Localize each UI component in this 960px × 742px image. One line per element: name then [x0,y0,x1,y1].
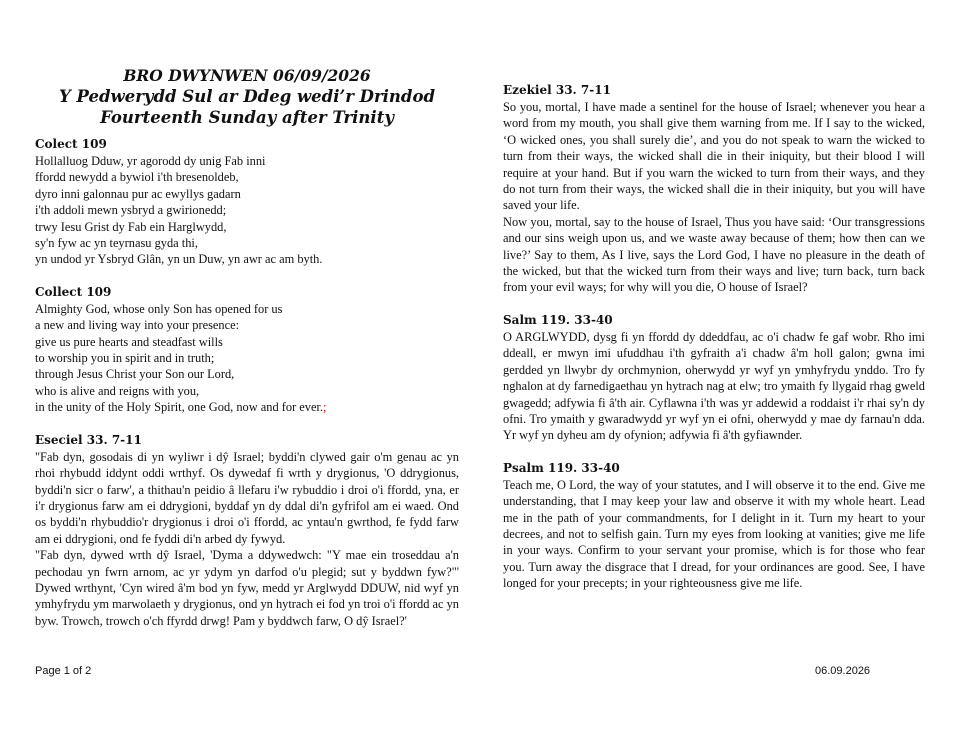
collect-welsh-line: i'th addoli mewn ysbryd a gwirionedd; [35,203,227,218]
reading-welsh-paragraph: "Fab dyn, gosodais di yn wyliwr i dŷ Israel; byddi'n clywed gair o'm genau ac yn rhoi rhybudd iddynt oddi wrthyf. Os dywedaf fi wrth y drygionus, 'O ddrygionus, byddi'n sicr o farw', a thithau'n peidio â llefaru i'w rybuddio i droi o'i ffordd, yna, er i'r drygionus farw am ei ddrygioni, byddaf yn dy ddal di'n gyfrifol am ei waed. Ond os byddi'n rhybuddio'r drygionus i droi o'i ffordd, ac yntau'n gwrthod, fe fydd farw am ei ddrygioni, ond fe fyddi di'n arbed dy fywyd. [35,449,459,546]
reading-english-paragraph: Now you, mortal, say to the house of Israel, Thus you have said: ‘Our transgressions and our sins weigh upon us, and we waste away because of them; how then can we live?’ Say to them, As I live, says the Lord God, I have no pleasure in the death of the wicked, but that the wicked turn from their ways and live; turn back, turn back from your evil ways; for why will you die, O house of Israel? [503,214,925,295]
collect-english-line: to worship you in spirit and in truth; [35,351,215,366]
collect-welsh-line: trwy Iesu Grist dy Fab ein Harglwydd, [35,219,227,234]
collect-english-line-text: in the unity of the Holy Spirit, one God, now and for ever. [35,400,324,415]
footer-date: 06.09.2026 [815,665,871,677]
reading-english-heading: Ezekiel 33. 7-11 [503,83,611,97]
right-column [503,82,925,608]
collect-english-heading: Collect 109 [35,284,112,299]
red-mark: ; [323,400,327,415]
collect-welsh-line: dyro inni galonnau pur ac ewyllys gadarn [35,186,241,201]
collect-welsh-line: yn undod yr Ysbryd Glân, yn un Duw, yn awr ac am byth. [35,252,323,267]
title-parish-date: BRO DWYNWEN 06/09/2026 [123,66,371,85]
collect-english-line: through Jesus Christ your Son our Lord, [35,367,235,382]
psalm-english-heading: Psalm 119. 33-40 [503,460,620,475]
collect-english-line: a new and living way into your presence: [35,318,240,333]
collect-english-line: give us pure hearts and steadfast wills [35,334,223,349]
psalm-welsh-heading: Salm 119. 33-40 [503,312,613,327]
reading-english-section [503,82,925,296]
left-column [35,64,459,645]
collect-welsh-line: sy'n fyw ac yn teyrnasu gyda thi, [35,236,198,251]
document-title-block [35,66,459,128]
collect-english-line: Almighty God, whose only Son has opened for us [35,301,283,316]
title-english-sunday: Fourteenth Sunday after Trinity [100,108,394,127]
collect-welsh-heading: Colect 109 [35,137,107,151]
reading-english-paragraph: So you, mortal, I have made a sentinel for the house of Israel; whenever you hear a word from my mouth, you shall give them warning from me. If I say to the wicked, ‘O wicked ones, you shall surely die’, and you do not speak to warn the wicked to turn from their ways, the wicked shall die in their iniquity, but their blood I will require at your hand. But if you warn the wicked to turn from their ways, and they do not turn from their ways, the wicked shall die in their iniquity, but you will have saved your life. [503,100,925,213]
psalm-welsh-paragraph: O ARGLWYDD, dysg fi yn ffordd dy ddeddfau, ac o'i chadw fe gaf wobr. Rho imi ddeall, er mwyn imi ufuddhau i'th gyfraith a'i chadw â'm holl galon; gwna imi gerdded yn llwybr dy orchmynion, oherwydd yr wyf yn ymhyfrydu ynddo. Tro fy nghalon at dy farnedigaethau yn hytrach nag at elw; tro ymaith fy llygaid rhag gweld gwagedd; adfywia fi â'th air. Cyflawna i'th was yr addewid a roddaist i'r rhai sy'n dy ofni. Tro ymaith y gwaradwydd yr wyf yn ei ofni, oherwydd y mae dy farnau'n dda. Yr wyf yn dyheu am dy ofynion; adfywia fi â'th gyfiawnder. [503,329,925,443]
collect-english-section [35,284,459,416]
psalm-english-paragraph: Teach me, O Lord, the way of your statutes, and I will observe it to the end. Give me understanding, that I may keep your law and observe it with my whole heart. Lead me in the path of your commandments, for I delight in it. Turn my heart to your decrees, and not to selfish gain. Turn my eyes from looking at vanities; give me life in your ways. Confirm to your servant your promise, which is for those who fear you. Turn away the disgrace that I dread, for your ordinances are good. See, I have longed for your precepts; in your righteousness give me life. [503,477,925,591]
psalm-welsh-section [503,312,925,444]
collect-english-last-line [35,399,459,415]
collect-welsh-section [35,136,459,268]
reading-welsh-heading: Eseciel 33. 7-11 [35,432,142,447]
reading-welsh-paragraph: "Fab dyn, dywed wrth dŷ Israel, 'Dyma a ddywedwch: "Y mae ein troseddau a'n pechodau yn fwrn arnom, ac yr ydym yn darfod o'u plegid; sut y byddwn fyw?"' Dywed wrthynt, 'Cyn wired â'm bod yn fyw, medd yr Arglwydd DDUW, nid wyf yn ymhyfrydu ym marwolaeth y drygionus, ond yn hytrach ei fod yn troi o'i ffordd ac yn byw. Trowch, trowch o'ch ffyrdd drwg! Pam y byddwch farw, O dŷ Israel?' [35,548,459,628]
psalm-english-section [503,460,925,592]
collect-welsh-line: ffordd newydd a bywiol i'th bresenoldeb, [35,170,239,185]
title-welsh-sunday: Y Pedwerydd Sul ar Ddeg wedi’r Drindod [58,87,436,106]
reading-welsh-section [35,432,459,629]
page-number: Page 1 of 2 [35,665,92,677]
collect-welsh-line: Hollalluog Dduw, yr agorodd dy unig Fab inni [35,154,266,168]
collect-english-line: who is alive and reigns with you, [35,383,200,398]
